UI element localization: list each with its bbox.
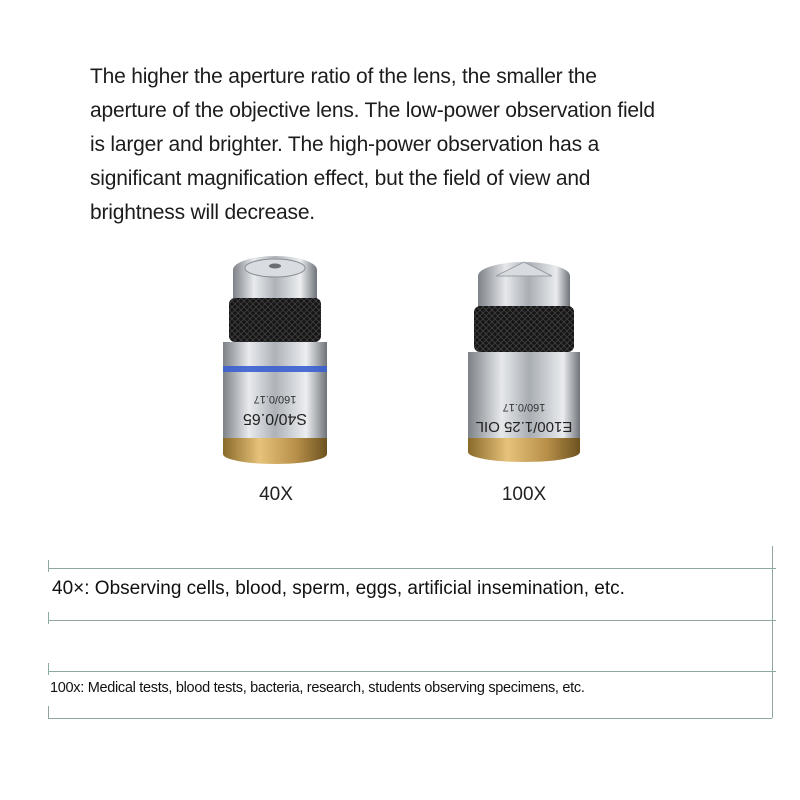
intro-paragraph — [90, 60, 750, 230]
engraving-40x-sub: 160/0.17 — [253, 393, 297, 405]
lens-label-40x: 40X — [259, 484, 293, 505]
intro-line: aperture of the objective lens. The low-power observation field — [90, 99, 655, 122]
divider-line — [48, 718, 772, 719]
divider-line — [48, 620, 776, 621]
divider-line — [48, 671, 776, 672]
objective-lens-40x-image — [205, 250, 345, 470]
engraving-100x-main: E100/1.25 OIL — [475, 418, 573, 435]
divider-line — [772, 546, 773, 718]
intro-line: brightness will decrease. — [90, 201, 315, 224]
divider-line — [48, 706, 49, 718]
objective-lens-100x-image — [450, 250, 590, 470]
usage-100x-text: 100x: Medical tests, blood tests, bacteria, research, students observing specimens, etc. — [50, 680, 585, 696]
intro-line: significant magnification effect, but the field of view and — [90, 167, 591, 190]
divider-line — [48, 663, 49, 675]
divider-line — [48, 568, 776, 569]
engraving-100x-sub: 160/0.17 — [502, 401, 546, 413]
engraving-40x-main: S40/0.65 — [242, 410, 308, 427]
divider-line — [48, 560, 49, 572]
lens-label-100x: 100X — [501, 484, 547, 505]
usage-40x-text: 40×: Observing cells, blood, sperm, eggs, artificial insemination, etc. — [52, 578, 625, 599]
divider-line — [48, 612, 49, 624]
intro-line: The higher the aperture ratio of the lens, the smaller the — [90, 65, 597, 88]
intro-line: is larger and brighter. The high-power observation has a — [90, 133, 600, 156]
